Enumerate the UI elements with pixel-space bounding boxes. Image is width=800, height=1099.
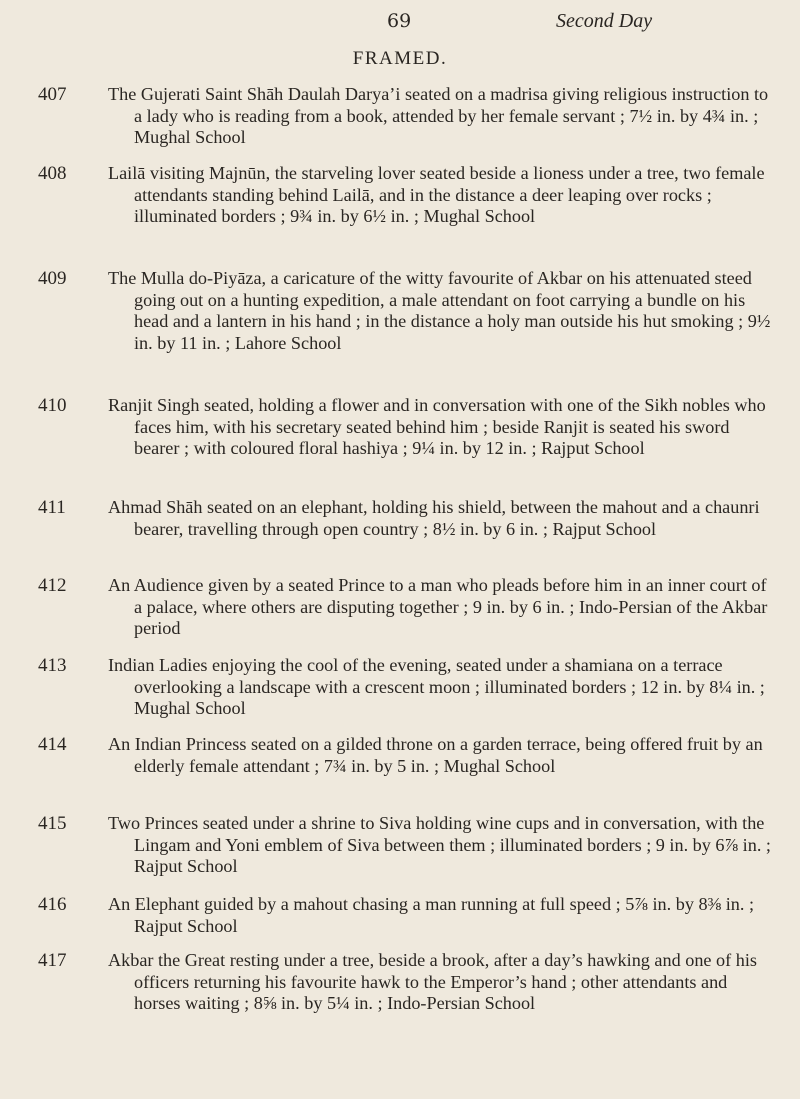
lot-number: 415 <box>38 813 67 834</box>
lot-number: 408 <box>38 163 67 184</box>
lot-number: 417 <box>38 950 67 971</box>
lot-number: 412 <box>38 575 67 596</box>
page-number: 69 <box>387 10 412 32</box>
entry-description: Two Princes seated under a shrine to Siva holding wine cups and in conversation, with the Lingam and Yoni emblem of Siva between them ; illuminated borders ; 9 in. by 6⅞ in. ; Rajput School <box>108 813 771 877</box>
entry-description: An Elephant guided by a mahout chasing a man running at full speed ; 5⅞ in. by 8⅜ in. ; Rajput School <box>108 894 755 936</box>
entry-description: Akbar the Great resting under a tree, beside a brook, after a day’s hawking and one of his officers returning his favourite hawk to the Emperor’s hand ; other attendants and horses waiting ; 8⅝ in. by 5¼ in. ; Indo-Persian School <box>108 950 757 1014</box>
section-title: FRAMED. <box>352 48 448 69</box>
lot-number: 409 <box>38 268 67 289</box>
lot-number: 410 <box>38 395 67 416</box>
lot-number: 416 <box>38 894 67 915</box>
entry-description: Lailā visiting Majnūn, the starveling lover seated beside a lioness under a tree, two female attendants standing behind Lailā, and in the distance a deer leaping over rocks ; illuminated borders ; 9¾ in. by 6½ in. ; Mughal School <box>108 163 765 227</box>
entry-description: An Indian Princess seated on a gilded throne on a garden terrace, being offered fruit by an elderly female attendant ; 7¾ in. by 5 in. ; Mughal School <box>108 734 763 776</box>
lot-number: 407 <box>38 84 67 105</box>
entry-description: Ahmad Shāh seated on an elephant, holding his shield, between the mahout and a chaunri bearer, travelling through open country ; 8½ in. by 6 in. ; Rajput School <box>108 497 760 539</box>
lot-number: 413 <box>38 655 67 676</box>
entry-description: An Audience given by a seated Prince to a man who pleads before him in an inner court of a palace, where others are disputing together ; 9 in. by 6 in. ; Indo-Persian of the Akbar period <box>108 575 768 639</box>
entry-description: Ranjit Singh seated, holding a flower and in conversation with one of the Sikh nobles who faces him, with his secretary seated behind him ; beside Ranjit is seated his sword bearer ; with coloured floral hashiya ; 9¼ in. by 12 in. ; Rajput School <box>108 395 766 459</box>
entry-description: The Mulla do-Piyāza, a caricature of the witty favourite of Akbar on his attenuated steed going out on a hunting expedition, a male attendant on foot carrying a bundle on his head and a lantern in his hand ; in the distance a holy man outside his hut smoking ; 9½ in. by 11 in. ; Lahore School <box>108 268 771 353</box>
running-head: Second Day <box>556 10 653 32</box>
entry-description: Indian Ladies enjoying the cool of the evening, seated under a shamiana on a terrace overlooking a landscape with a crescent moon ; illuminated borders ; 12 in. by 8¼ in. ; Mughal School <box>108 655 765 719</box>
entry-description: The Gujerati Saint Shāh Daulah Darya’i seated on a madrisa giving religious instruction to a lady who is reading from a book, attended by her female servant ; 7½ in. by 4¾ in. ; Mughal School <box>108 84 769 148</box>
lot-number: 411 <box>38 497 66 518</box>
page-header <box>0 10 800 40</box>
lot-number: 414 <box>38 734 67 755</box>
